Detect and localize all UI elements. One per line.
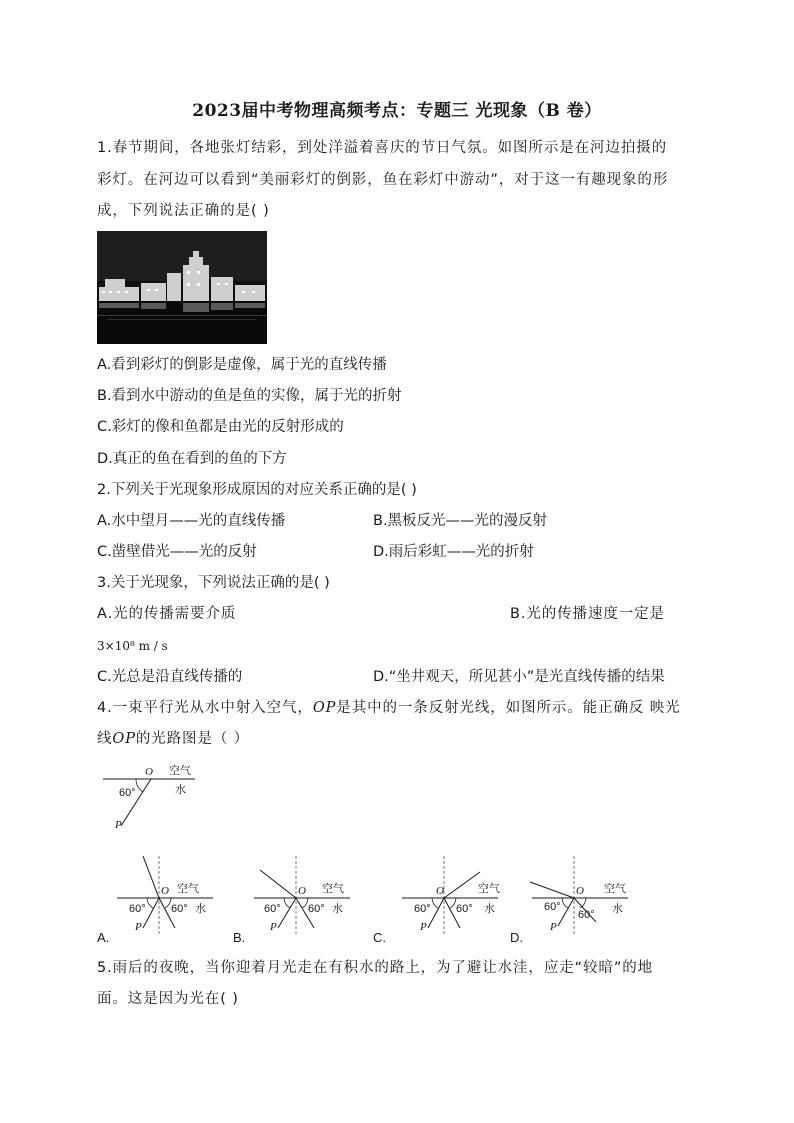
q3-option-c: C.光总是沿直线传播的 [97,669,243,685]
angle-arc [136,779,143,792]
label-angle-right: 60° [171,903,188,915]
q4-stem-line-2 [97,729,249,749]
refracted-ray [530,882,574,898]
q1-option-a: A.看到彩灯的倒影是虚像，属于光的直线传播 [97,357,387,373]
label-o: O [436,885,444,897]
q3-option-a: A.光的传播需要介质 [97,606,237,622]
q2-option-c: C.凿壁借光——光的反射 [97,544,257,560]
q4-option-b-figure [250,852,360,936]
q4-option-c-label: C. [373,930,386,945]
q4-stem-line-1 [97,698,681,718]
label-water: 水 [175,784,186,796]
q4-stem-text-1b: 是其中的一条反射光线，如图所示。能正确反 映光 [336,700,681,716]
reflected-ray [278,898,296,928]
label-air: 空气 [478,883,500,895]
refracted-ray [260,870,296,898]
q1-option-d: D.真正的鱼在看到的鱼的下方 [97,451,287,467]
refracted-ray [143,856,159,898]
label-water: 水 [332,903,343,915]
page-title: 2023届中考物理高频考点：专题三 光现象（B 卷） [192,101,602,121]
q4-stem-text-2a: 线 [97,731,113,747]
q5-stem-line-1: 5.雨后的夜晚，当你迎着月光走在有积水的路上，为了避让水洼，应走“较暗”的地 [97,960,654,976]
label-angle: 60° [119,787,136,799]
label-p: P [420,921,427,933]
label-water: 水 [484,903,495,915]
label-angle-left: 60° [414,903,431,915]
q2-option-a: A.水中望月——光的直线传播 [97,513,286,529]
label-p: P [550,921,557,933]
label-o: O [298,885,306,897]
label-air: 空气 [177,883,199,895]
label-p: P [135,921,142,933]
label-o: O [145,766,153,778]
lantern-photo [97,231,267,344]
q5-stem-line-2: 面。这是因为光在( ) [97,991,239,1007]
label-air: 空气 [322,883,344,895]
q4-option-a-label: A. [97,930,110,945]
label-angle-right: 60° [308,903,325,915]
q4-stem-text-2b: 的光路图是（ ） [135,731,250,747]
q3-option-d: D.“坐井观天，所见甚小”是光直线传播的结果 [373,669,665,685]
q4-option-b-label: B. [233,930,246,945]
q4-ray-op-1: OP [312,700,337,716]
q1-option-c: C.彩灯的像和鱼都是由光的反射形成的 [97,419,344,435]
label-angle-right: 60° [578,909,595,921]
q2-stem: 2.下列关于光现象形成原因的对应关系正确的是( ) [97,482,417,498]
q4-option-a-figure [113,852,223,936]
label-p: P [270,921,277,933]
q4-option-c-figure [398,852,508,936]
q3-option-b-value: 3×10⁸ m / s [97,639,168,653]
q4-option-d-label: D. [510,930,523,945]
q1-option-b: B.看到水中游动的鱼是鱼的实像，属于光的折射 [97,388,402,404]
q1-stem-line-3: 成，下列说法正确的是( ) [97,203,270,219]
label-o: O [576,885,584,897]
q2-option-b: B.黑板反光——光的漫反射 [373,513,548,529]
label-angle-left: 60° [129,903,146,915]
q4-ray-op-2: OP [112,731,136,747]
label-angle-right: 60° [456,903,473,915]
q3-option-b: B.光的传播速度一定是 [510,606,665,622]
label-air: 空气 [604,883,626,895]
q1-stem-line-1: 1.春节期间，各地张灯结彩，到处洋溢着喜庆的节日气氛。如图所示是在河边拍摄的 [97,140,668,156]
label-air: 空气 [169,765,191,777]
q2-option-d: D.雨后彩虹——光的折射 [373,544,534,560]
label-angle-left: 60° [264,903,281,915]
label-o: O [161,885,169,897]
q4-main-figure [97,762,207,834]
q4-stem-text-1a: 4.一束平行光从水中射入空气， [97,700,313,716]
q4-option-d-figure [528,852,638,936]
label-p: P [115,819,122,831]
label-water: 水 [195,903,206,915]
q3-stem: 3.关于光现象，下列说法正确的是( ) [97,575,330,591]
label-angle-left: 60° [544,901,561,913]
label-water: 水 [612,903,623,915]
q1-stem-line-2: 彩灯。在河边可以看到“美丽彩灯的倒影，鱼在彩灯中游动”，对于这一有趣现象的形 [97,172,669,188]
refracted-ray [444,872,480,898]
